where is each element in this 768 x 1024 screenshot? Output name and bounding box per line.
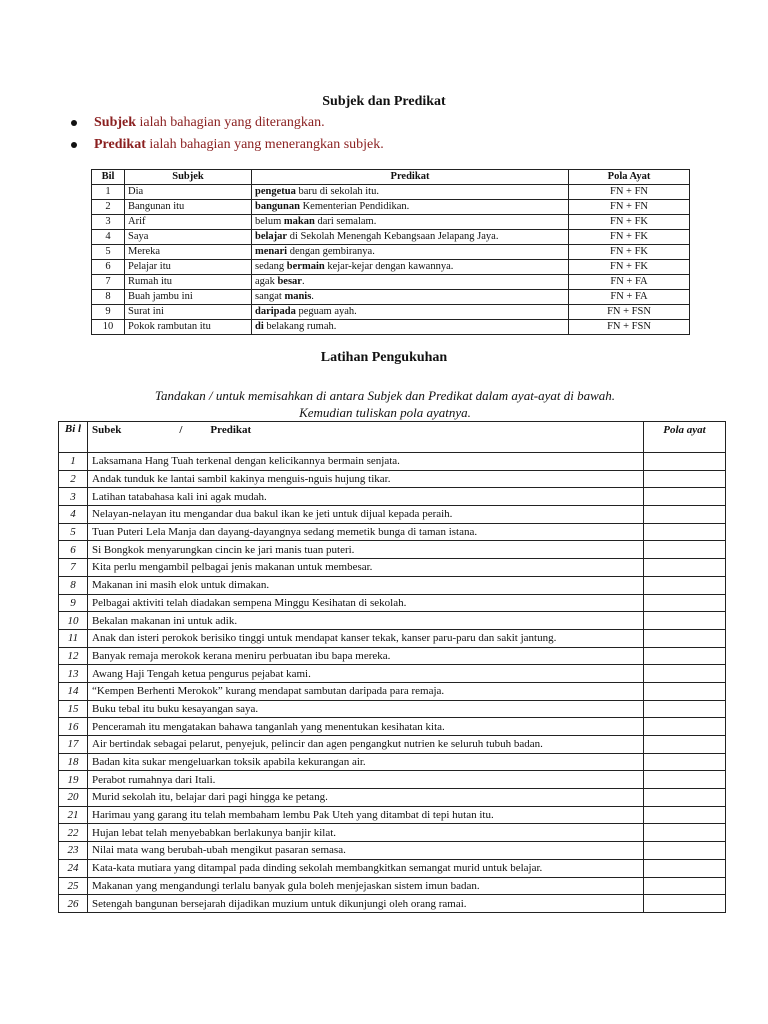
cell-bil: 18	[59, 753, 88, 771]
cell-bil: 8	[59, 576, 88, 594]
cell-bil: 1	[59, 453, 88, 471]
predikat-post: di Sekolah Menengah Kebangsaan Jelapang Jaya.	[287, 231, 499, 242]
cell-bil: 13	[59, 665, 88, 683]
predikat-post: Kementerian Pendidikan.	[299, 201, 410, 212]
predikat-keyword: besar	[277, 276, 302, 287]
cell-bil: 7	[59, 559, 88, 577]
cell-bil: 2	[59, 470, 88, 488]
cell-pola-ayat-answer[interactable]	[644, 576, 726, 594]
cell-predikat	[252, 245, 569, 260]
cell-bil: 16	[59, 718, 88, 736]
predikat-keyword: bermain	[286, 261, 325, 272]
cell-bil: 25	[59, 877, 88, 895]
header-pola-ayat: Pola Ayat	[569, 170, 690, 185]
exercise-row	[59, 789, 726, 807]
predikat-keyword: di	[255, 321, 264, 332]
cell-pola-ayat-answer[interactable]	[644, 647, 726, 665]
predikat-keyword: menari	[255, 246, 288, 257]
cell-predikat	[252, 230, 569, 245]
cell-subjek: Pelajar itu	[125, 260, 252, 275]
cell-bil: 5	[92, 245, 125, 260]
cell-bil: 6	[59, 541, 88, 559]
cell-sentence: Hujan lebat telah menyebabkan berlakunya banjir kilat.	[88, 824, 644, 842]
cell-pola-ayat: FN + FK	[569, 245, 690, 260]
header-predikat: Predikat	[252, 170, 569, 185]
example-row	[92, 320, 690, 335]
cell-sentence: “Kempen Berhenti Merokok” kurang mendapat sambutan daripada para remaja.	[88, 682, 644, 700]
cell-pola-ayat-answer[interactable]	[644, 523, 726, 541]
cell-pola-ayat: FN + FA	[569, 275, 690, 290]
cell-pola-ayat-answer[interactable]	[644, 506, 726, 524]
exercise-table-header	[59, 422, 726, 453]
cell-pola-ayat: FN + FN	[569, 200, 690, 215]
cell-subjek: Buah jambu ini	[125, 290, 252, 305]
exercise-row	[59, 824, 726, 842]
exercise-row	[59, 506, 726, 524]
cell-subjek: Bangunan itu	[125, 200, 252, 215]
example-row	[92, 185, 690, 200]
cell-sentence: Latihan tatabahasa kali ini agak mudah.	[88, 488, 644, 506]
cell-bil: 12	[59, 647, 88, 665]
exercise-row	[59, 753, 726, 771]
cell-bil: 20	[59, 789, 88, 807]
cell-pola-ayat-answer[interactable]	[644, 559, 726, 577]
cell-predikat	[252, 200, 569, 215]
cell-sentence: Makanan ini masih elok untuk dimakan.	[88, 576, 644, 594]
predikat-post: dari semalam.	[314, 216, 377, 227]
header-subek: Subek	[92, 424, 122, 436]
cell-sentence: Penceramah itu mengatakan bahawa tanganlah yang menentukan kesihatan kita.	[88, 718, 644, 736]
bullet-icon	[71, 142, 77, 148]
cell-sentence: Perabot rumahnya dari Itali.	[88, 771, 644, 789]
cell-bil: 26	[59, 895, 88, 913]
cell-sentence: Buku tebal itu buku kesayangan saya.	[88, 700, 644, 718]
example-table	[91, 169, 690, 335]
predikat-keyword: bangunan	[255, 201, 300, 212]
cell-sentence: Kita perlu mengambil pelbagai jenis makanan untuk membesar.	[88, 559, 644, 577]
cell-sentence: Air bertindak sebagai pelarut, penyejuk, pelincir dan agen pengangkut nutrien ke seluruh tubuh badan.	[88, 736, 644, 754]
cell-predikat	[252, 290, 569, 305]
exercise-row	[59, 453, 726, 471]
cell-subjek: Dia	[125, 185, 252, 200]
exercise-row	[59, 470, 726, 488]
cell-pola-ayat-answer[interactable]	[644, 541, 726, 559]
exercise-row	[59, 612, 726, 630]
predikat-pre: belum	[255, 216, 284, 227]
cell-sentence: Harimau yang garang itu telah membaham lembu Pak Uteh yang ditambat di tepi hutan itu.	[88, 806, 644, 824]
exercise-row	[59, 523, 726, 541]
cell-pola-ayat-answer[interactable]	[644, 718, 726, 736]
cell-bil: 7	[92, 275, 125, 290]
exercise-row	[59, 629, 726, 647]
cell-pola-ayat-answer[interactable]	[644, 594, 726, 612]
cell-bil: 8	[92, 290, 125, 305]
example-row	[92, 230, 690, 245]
cell-bil: 17	[59, 736, 88, 754]
exercise-row	[59, 806, 726, 824]
cell-sentence: Badan kita sukar mengeluarkan toksik apabila kekurangan air.	[88, 753, 644, 771]
cell-bil: 11	[59, 629, 88, 647]
cell-bil: 24	[59, 859, 88, 877]
cell-subjek: Saya	[125, 230, 252, 245]
cell-sentence: Makanan yang mengandungi terlalu banyak gula boleh menjejaskan sistem imun badan.	[88, 877, 644, 895]
cell-pola-ayat-answer[interactable]	[644, 682, 726, 700]
predikat-keyword: daripada	[255, 306, 296, 317]
cell-subjek: Rumah itu	[125, 275, 252, 290]
cell-subjek: Mereka	[125, 245, 252, 260]
exercise-row	[59, 682, 726, 700]
cell-pola-ayat-answer[interactable]	[644, 859, 726, 877]
example-row	[92, 260, 690, 275]
cell-predikat	[252, 260, 569, 275]
predikat-keyword: belajar	[255, 231, 288, 242]
cell-bil: 5	[59, 523, 88, 541]
predikat-post: kejar-kejar dengan kawannya.	[324, 261, 454, 272]
cell-bil: 4	[92, 230, 125, 245]
cell-sentence: Anak dan isteri perokok berisiko tinggi untuk mendapat kanser tekak, kanser paru-paru dan sakit jantung.	[88, 629, 644, 647]
exercise-row	[59, 771, 726, 789]
example-row	[92, 215, 690, 230]
cell-subjek: Surat ini	[125, 305, 252, 320]
bullet-icon	[71, 120, 77, 126]
cell-bil: 9	[59, 594, 88, 612]
definition-predikat	[67, 134, 384, 156]
example-row	[92, 200, 690, 215]
example-row	[92, 290, 690, 305]
cell-bil: 15	[59, 700, 88, 718]
header-bil: Bil	[92, 170, 125, 185]
definition-term: Subjek	[94, 115, 137, 130]
cell-bil: 3	[92, 215, 125, 230]
cell-pola-ayat-answer[interactable]	[644, 700, 726, 718]
exercise-row	[59, 877, 726, 895]
example-table-header	[92, 170, 690, 185]
cell-pola-ayat-answer[interactable]	[644, 895, 726, 913]
cell-sentence: Nilai mata wang berubah-ubah mengikut pasaran semasa.	[88, 842, 644, 860]
predikat-post: belakang rumah.	[263, 321, 337, 332]
cell-sentence: Pelbagai aktiviti telah diadakan sempena Minggu Kesihatan di sekolah.	[88, 594, 644, 612]
exercise-row	[59, 541, 726, 559]
cell-pola-ayat-answer[interactable]	[644, 612, 726, 630]
exercise-row	[59, 559, 726, 577]
header-predikat: Predikat	[210, 424, 252, 436]
cell-bil: 6	[92, 260, 125, 275]
definition-text: ialah bahagian yang menerangkan subjek.	[145, 137, 384, 152]
header-bil: Bi l	[59, 422, 88, 453]
cell-bil: 4	[59, 506, 88, 524]
cell-pola-ayat-answer[interactable]	[644, 488, 726, 506]
cell-predikat	[252, 185, 569, 200]
instruction-line: Tandakan / untuk memisahkan di antara Subjek dan Predikat dalam ayat-ayat di bawah.	[154, 388, 616, 403]
cell-sentence: Andak tunduk ke lantai sambil kakinya menguis-nguis hujung tikar.	[88, 470, 644, 488]
page-title: Subjek dan Predikat	[322, 94, 446, 109]
exercise-row	[59, 488, 726, 506]
exercise-row	[59, 594, 726, 612]
cell-bil: 2	[92, 200, 125, 215]
exercise-row	[59, 859, 726, 877]
exercise-table	[58, 421, 726, 913]
cell-predikat	[252, 305, 569, 320]
cell-bil: 14	[59, 682, 88, 700]
predikat-post: .	[301, 276, 305, 287]
exercise-table-body	[59, 453, 726, 913]
header-slash: /	[179, 424, 183, 436]
cell-predikat	[252, 320, 569, 335]
cell-pola-ayat-answer[interactable]	[644, 824, 726, 842]
predikat-post: peguam ayah.	[295, 306, 357, 317]
predikat-keyword: manis	[284, 291, 312, 302]
cell-sentence: Bekalan makanan ini untuk adik.	[88, 612, 644, 630]
cell-bil: 10	[92, 320, 125, 335]
cell-bil: 9	[92, 305, 125, 320]
exercise-row	[59, 895, 726, 913]
cell-pola-ayat: FN + FA	[569, 290, 690, 305]
predikat-post: dengan gembiranya.	[287, 246, 375, 257]
cell-bil: 22	[59, 824, 88, 842]
cell-sentence: Setengah bangunan bersejarah dijadikan muzium untuk dikunjungi oleh orang ramai.	[88, 895, 644, 913]
predikat-pre: sangat	[255, 291, 285, 302]
definition-text: ialah bahagian yang diterangkan.	[136, 115, 325, 130]
cell-pola-ayat-answer[interactable]	[644, 629, 726, 647]
cell-sentence: Nelayan-nelayan itu mengandar dua bakul ikan ke jeti untuk dijual kepada peraih.	[88, 506, 644, 524]
cell-pola-ayat: FN + FSN	[569, 320, 690, 335]
cell-pola-ayat-answer[interactable]	[644, 470, 726, 488]
cell-pola-ayat-answer[interactable]	[644, 842, 726, 860]
predikat-keyword: pengetua	[255, 186, 296, 197]
header-subjek: Subjek	[125, 170, 252, 185]
cell-bil: 1	[92, 185, 125, 200]
header-pola-ayat: Pola ayat	[644, 422, 726, 453]
cell-sentence: Kata-kata mutiara yang ditampal pada dinding sekolah membangkitkan semangat murid untuk belajar.	[88, 859, 644, 877]
cell-pola-ayat-answer[interactable]	[644, 453, 726, 471]
example-table-body	[92, 185, 690, 335]
cell-sentence: Murid sekolah itu, belajar dari pagi hingga ke petang.	[88, 789, 644, 807]
cell-sentence: Tuan Puteri Lela Manja dan dayang-dayangnya sedang memetik bunga di taman istana.	[88, 523, 644, 541]
exercise-row	[59, 842, 726, 860]
example-row	[92, 275, 690, 290]
example-row	[92, 245, 690, 260]
cell-bil: 3	[59, 488, 88, 506]
cell-predikat	[252, 275, 569, 290]
cell-pola-ayat: FN + FN	[569, 185, 690, 200]
exercise-row	[59, 576, 726, 594]
instruction-text	[90, 387, 680, 421]
cell-pola-ayat-answer[interactable]	[644, 736, 726, 754]
exercise-row	[59, 647, 726, 665]
predikat-post: .	[311, 291, 314, 302]
cell-pola-ayat-answer[interactable]	[644, 665, 726, 683]
cell-pola-ayat-answer[interactable]	[644, 753, 726, 771]
cell-pola-ayat: FN + FK	[569, 230, 690, 245]
cell-predikat	[252, 215, 569, 230]
cell-subjek: Pokok rambutan itu	[125, 320, 252, 335]
cell-bil: 23	[59, 842, 88, 860]
cell-bil: 19	[59, 771, 88, 789]
example-row	[92, 305, 690, 320]
cell-sentence: Si Bongkok menyarungkan cincin ke jari manis tuan puteri.	[88, 541, 644, 559]
cell-sentence: Awang Haji Tengah ketua pengurus pejabat kami.	[88, 665, 644, 683]
cell-subjek: Arif	[125, 215, 252, 230]
predikat-pre: sedang	[255, 261, 287, 272]
cell-pola-ayat-answer[interactable]	[644, 877, 726, 895]
cell-pola-ayat: FN + FSN	[569, 305, 690, 320]
predikat-pre: agak	[255, 276, 278, 287]
cell-pola-ayat-answer[interactable]	[644, 771, 726, 789]
definition-subjek	[67, 112, 384, 134]
predikat-keyword: makan	[283, 216, 315, 227]
definition-term: Predikat	[94, 137, 146, 152]
definition-list	[67, 112, 384, 156]
exercise-row	[59, 665, 726, 683]
predikat-post: baru di sekolah itu.	[295, 186, 379, 197]
cell-pola-ayat-answer[interactable]	[644, 789, 726, 807]
cell-pola-ayat-answer[interactable]	[644, 806, 726, 824]
exercise-row	[59, 718, 726, 736]
exercise-row	[59, 700, 726, 718]
cell-pola-ayat: FN + FK	[569, 215, 690, 230]
cell-bil: 21	[59, 806, 88, 824]
cell-sentence: Banyak remaja merokok kerana meniru perbuatan ibu bapa mereka.	[88, 647, 644, 665]
cell-pola-ayat: FN + FK	[569, 260, 690, 275]
cell-bil: 10	[59, 612, 88, 630]
header-subek-predikat	[88, 422, 644, 453]
cell-sentence: Laksamana Hang Tuah terkenal dengan kelicikannya bermain senjata.	[88, 453, 644, 471]
exercise-row	[59, 736, 726, 754]
section-title: Latihan Pengukuhan	[320, 350, 448, 365]
instruction-line: Kemudian tuliskan pola ayatnya.	[299, 405, 471, 420]
